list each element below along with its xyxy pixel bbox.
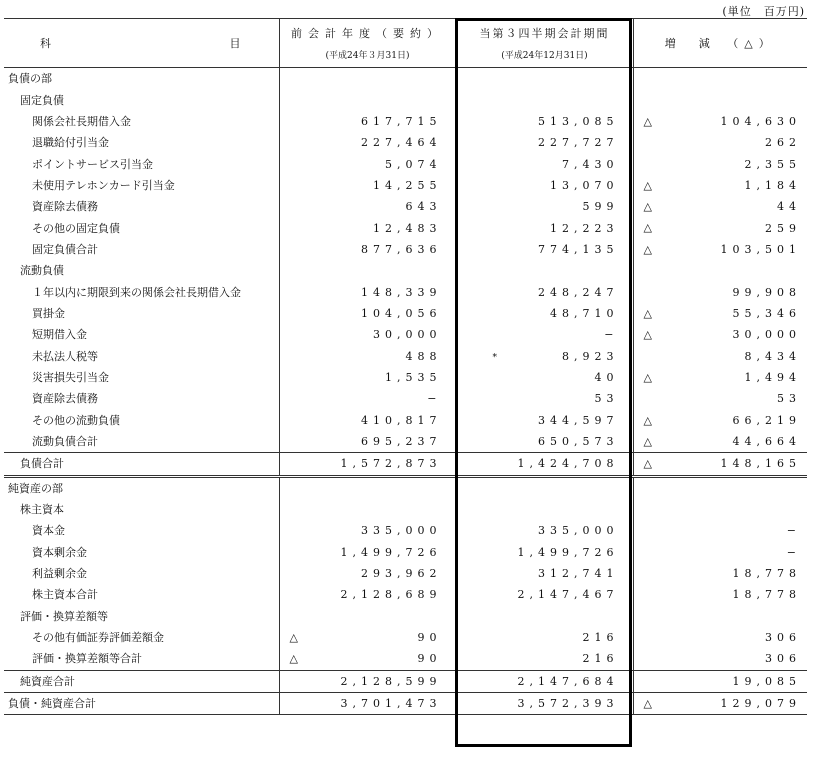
table-row: [4, 196, 807, 217]
row-label: 未払法人税等: [32, 349, 98, 363]
prev-value-text: −: [427, 392, 442, 406]
row-label: 資本剰余金: [32, 545, 87, 559]
row-label: その他の固定負債: [32, 221, 120, 235]
prev-value-text: 643: [405, 200, 442, 214]
change-value-text: 19,085: [732, 674, 801, 688]
row-label: その他有価証券評価差額金: [32, 631, 164, 645]
current-value: [456, 670, 633, 692]
row-label: 負債の部: [8, 72, 52, 86]
current-value-text: 599: [582, 200, 619, 214]
row-label: 評価・換算差額等: [20, 609, 108, 623]
unit-note: (単位 百万円): [722, 5, 805, 18]
row-label: 純資産の部: [4, 476, 279, 499]
current-value-text: 312,741: [538, 567, 619, 581]
change-value-text: 259: [765, 221, 801, 235]
prev-value: [279, 499, 456, 520]
prev-value-text: 104,056: [361, 306, 442, 320]
change-value-text: 44: [777, 200, 801, 214]
current-value-text: 774,135: [538, 242, 619, 256]
table-row: [4, 281, 807, 302]
row-label: 資産除去債務: [32, 200, 98, 214]
prev-value: [279, 153, 456, 174]
prev-value-text: [442, 482, 456, 495]
table-row: [4, 499, 807, 520]
table-row: [4, 388, 807, 409]
table-row: [4, 111, 807, 132]
table-row: [4, 476, 807, 499]
prev-value: [279, 196, 456, 217]
current-value-text: 2,147,684: [517, 674, 619, 688]
prev-value-text: 227,464: [361, 136, 442, 150]
change-value: [633, 499, 807, 520]
table-row: [4, 303, 807, 324]
change-value: [633, 670, 807, 692]
negative-triangle-icon: △: [643, 242, 652, 256]
change-value: [633, 410, 807, 431]
current-value: [456, 692, 633, 714]
current-value: [456, 431, 633, 453]
current-value: [456, 367, 633, 388]
current-value: [456, 584, 633, 605]
prev-value-text: 30,000: [373, 328, 442, 342]
prev-value-text: 877,636: [361, 242, 442, 256]
negative-triangle-icon: △: [643, 114, 652, 128]
prev-value: [279, 410, 456, 431]
current-value-text: 513,085: [538, 114, 619, 128]
header-prev-year-label: 前会計年度（要約）: [291, 27, 444, 40]
change-value: [633, 584, 807, 605]
current-value: [456, 345, 633, 366]
table-row: [4, 217, 807, 238]
prev-value-text: [442, 503, 456, 516]
negative-triangle-icon: △: [643, 370, 652, 384]
negative-triangle-icon: △: [643, 178, 652, 192]
header-change-label: 増 減 （△）: [664, 37, 776, 50]
prev-value: [279, 303, 456, 324]
prev-value-text: 90: [417, 631, 442, 645]
change-value-text: [801, 482, 807, 495]
row-label: 純資産合計: [4, 670, 279, 692]
row-label: 負債合計: [4, 453, 279, 476]
negative-triangle-icon: △: [643, 306, 652, 320]
prev-value: [279, 388, 456, 409]
current-value-text: 2,147,467: [517, 588, 619, 602]
prev-value-text: 695,237: [361, 435, 442, 449]
prev-value-text: 410,817: [361, 413, 442, 427]
change-value-text: [801, 264, 807, 277]
row-label: 短期借入金: [32, 328, 87, 342]
change-value-text: 8,434: [744, 349, 801, 363]
current-value: [456, 281, 633, 302]
prev-value: [279, 606, 456, 627]
table-row: [4, 670, 807, 692]
negative-triangle-icon: △: [643, 457, 652, 471]
prev-value-text: 2,128,599: [340, 674, 442, 688]
current-value-text: 344,597: [538, 413, 619, 427]
change-value: [633, 563, 807, 584]
current-value-text: 335,000: [538, 524, 619, 538]
row-label: 災害損失引当金: [32, 370, 109, 384]
change-value-text: 1,494: [744, 370, 801, 384]
change-value-text: 2,355: [744, 157, 801, 171]
current-value-text: 40: [594, 370, 619, 384]
change-value-text: 53: [777, 392, 801, 406]
change-value-text: 66,219: [732, 413, 801, 427]
current-value-text: 7,430: [562, 157, 619, 171]
current-value: [456, 453, 633, 476]
row-label: 未使用テレホンカード引当金: [32, 178, 175, 192]
table-row: [4, 584, 807, 605]
prev-value: [279, 175, 456, 196]
change-value-text: 306: [765, 631, 801, 645]
change-value-text: −: [786, 524, 801, 538]
prev-value: [279, 367, 456, 388]
row-label: ポイントサービス引当金: [32, 157, 153, 171]
change-value: [633, 196, 807, 217]
prev-value: [279, 563, 456, 584]
change-value-text: [801, 94, 807, 107]
change-value: [633, 324, 807, 345]
negative-triangle-icon: △: [289, 652, 298, 666]
current-value: [456, 388, 633, 409]
current-value: [456, 303, 633, 324]
current-value: [456, 68, 633, 90]
change-value-text: 306: [765, 652, 801, 666]
prev-value-text: 14,255: [373, 178, 442, 192]
header-subject-2: 目: [229, 37, 241, 50]
prev-value: [279, 648, 456, 670]
row-label: 利益剰余金: [32, 567, 87, 581]
header-subject-1: 科: [40, 37, 51, 50]
header-row: [4, 19, 807, 68]
current-value: [456, 476, 633, 499]
negative-triangle-icon: △: [643, 221, 652, 235]
prev-value-text: [442, 264, 456, 277]
table-row: [4, 68, 807, 90]
current-value: [456, 153, 633, 174]
prev-value: [279, 476, 456, 499]
change-value: [633, 281, 807, 302]
prev-value: [279, 260, 456, 281]
row-label: 株主資本: [20, 503, 64, 517]
current-value: [456, 132, 633, 153]
row-label: 流動負債合計: [32, 435, 98, 449]
change-value: [633, 388, 807, 409]
prev-value-text: 1,572,873: [340, 457, 442, 471]
change-value: [633, 260, 807, 281]
prev-value: [279, 111, 456, 132]
prev-value-text: 148,339: [361, 285, 442, 299]
current-value-text: 216: [582, 631, 619, 645]
table-row: [4, 410, 807, 431]
table-row: [4, 239, 807, 260]
table-row: [4, 345, 807, 366]
change-value-text: 103,501: [720, 242, 801, 256]
row-label: その他の流動負債: [32, 413, 120, 427]
prev-value-text: 90: [417, 652, 442, 666]
current-value: [456, 111, 633, 132]
change-value: [633, 648, 807, 670]
prev-value-text: 5,074: [385, 157, 442, 171]
change-value: [633, 153, 807, 174]
table-row: [4, 627, 807, 648]
current-value: [456, 563, 633, 584]
table-row: [4, 648, 807, 670]
prev-value: [279, 68, 456, 90]
current-value-text: −: [604, 328, 619, 342]
change-value-text: [801, 503, 807, 516]
current-value: [456, 648, 633, 670]
change-value: [633, 453, 807, 476]
prev-value-text: 617,715: [361, 114, 442, 128]
current-value-text: [619, 94, 633, 107]
change-value-text: 30,000: [732, 328, 801, 342]
current-value-text: 650,573: [538, 435, 619, 449]
header-current-quarter-label: 当第３四半期会計期間: [479, 27, 610, 40]
change-value-text: [801, 610, 807, 623]
current-value: [456, 89, 633, 110]
change-value-text: 18,778: [732, 588, 801, 602]
prev-value-text: 293,962: [361, 567, 442, 581]
current-value-text: 48,710: [550, 306, 619, 320]
prev-value: [279, 520, 456, 541]
prev-value-text: 12,483: [373, 221, 442, 235]
prev-value-text: 488: [405, 349, 442, 363]
change-value: [633, 431, 807, 453]
prev-value-text: 335,000: [361, 524, 442, 538]
table-row: [4, 132, 807, 153]
change-value: [633, 542, 807, 563]
change-value-text: 44,664: [732, 435, 801, 449]
table-row: [4, 431, 807, 453]
prev-value: [279, 324, 456, 345]
prev-value-text: 1,535: [385, 370, 442, 384]
prev-value: [279, 453, 456, 476]
table-row: [4, 563, 807, 584]
current-value: [456, 175, 633, 196]
current-value-text: 12,223: [550, 221, 619, 235]
current-value: [456, 196, 633, 217]
row-label: 資産除去債務: [32, 392, 98, 406]
change-value: [633, 239, 807, 260]
prev-value: [279, 431, 456, 453]
current-value-text: 53: [594, 392, 619, 406]
current-value-text: 1,424,708: [517, 457, 619, 471]
row-label: 退職給付引当金: [32, 136, 109, 150]
header-change: [633, 19, 807, 68]
change-value-text: 148,165: [720, 457, 801, 471]
current-value-text: 216: [582, 652, 619, 666]
change-value: [633, 627, 807, 648]
change-value-text: [801, 72, 807, 85]
row-label: 関係会社長期借入金: [32, 114, 131, 128]
current-value-text: 8,923: [562, 349, 619, 363]
table-row: [4, 153, 807, 174]
change-value-text: 1,184: [744, 178, 801, 192]
current-value-text: [619, 264, 633, 277]
row-label: 固定負債合計: [32, 242, 98, 256]
current-value-text: 227,727: [538, 136, 619, 150]
change-value: [633, 175, 807, 196]
table-row: [4, 175, 807, 196]
prev-value-text: 1,499,726: [340, 545, 442, 559]
row-label: 資本金: [32, 524, 65, 538]
change-value: [633, 68, 807, 90]
negative-triangle-icon: △: [643, 413, 652, 427]
prev-value-text: [442, 72, 456, 85]
current-value: [456, 606, 633, 627]
change-value-text: 99,908: [732, 285, 801, 299]
negative-triangle-icon: △: [289, 630, 298, 644]
table-row: [4, 542, 807, 563]
prev-value: [279, 89, 456, 110]
current-value-text: [619, 482, 633, 495]
current-value: [456, 520, 633, 541]
row-label: 株主資本合計: [32, 588, 98, 602]
negative-triangle-icon: △: [643, 696, 652, 710]
current-value-text: [619, 72, 633, 85]
current-value-text: 1,499,726: [517, 545, 619, 559]
change-value: [633, 692, 807, 714]
change-value: [633, 345, 807, 366]
current-value: [456, 410, 633, 431]
change-value: [633, 520, 807, 541]
change-value: [633, 367, 807, 388]
change-value: [633, 217, 807, 238]
prev-value: [279, 281, 456, 302]
negative-triangle-icon: △: [643, 200, 652, 214]
prev-value: [279, 670, 456, 692]
current-value: [456, 542, 633, 563]
prev-value: [279, 345, 456, 366]
table-row: [4, 520, 807, 541]
change-value: [633, 111, 807, 132]
prev-value: [279, 627, 456, 648]
table-row: [4, 324, 807, 345]
current-value-text: [619, 503, 633, 516]
header-subject: [4, 19, 279, 68]
prev-value-text: [442, 610, 456, 623]
change-value-text: 262: [765, 136, 801, 150]
note-asterisk: *: [492, 353, 497, 364]
prev-value: [279, 542, 456, 563]
change-value-text: 129,079: [720, 697, 801, 711]
row-label: 買掛金: [32, 306, 65, 320]
table-row: [4, 89, 807, 110]
prev-value: [279, 132, 456, 153]
table-row: [4, 692, 807, 714]
table-row: [4, 453, 807, 476]
change-value-text: 104,630: [720, 114, 801, 128]
current-value-text: 3,572,393: [517, 697, 619, 711]
change-value-text: 18,778: [732, 567, 801, 581]
table-row: [4, 606, 807, 627]
current-value: [456, 627, 633, 648]
prev-value-text: [442, 94, 456, 107]
header-current-quarter: [456, 19, 633, 68]
change-value-text: −: [786, 545, 801, 559]
row-label: 評価・換算差額等合計: [32, 652, 142, 666]
current-value: [456, 260, 633, 281]
prev-value: [279, 584, 456, 605]
current-value-text: [619, 610, 633, 623]
current-value-text: 248,247: [538, 285, 619, 299]
current-value: [456, 499, 633, 520]
prev-value: [279, 217, 456, 238]
header-current-quarter-date: (平成24年12月31日): [501, 51, 588, 61]
prev-value: [279, 692, 456, 714]
row-label: 流動負債: [20, 264, 64, 278]
prev-value-text: 3,701,473: [340, 697, 442, 711]
table-row: [4, 260, 807, 281]
change-value: [633, 132, 807, 153]
row-label: 負債・純資産合計: [4, 692, 279, 714]
current-value-text: 13,070: [550, 178, 619, 192]
current-value: [456, 217, 633, 238]
header-prev-year-date: (平成24年３月31日): [325, 51, 410, 61]
negative-triangle-icon: △: [643, 434, 652, 448]
change-value-text: 55,346: [732, 306, 801, 320]
prev-value: [279, 239, 456, 260]
change-value: [633, 476, 807, 499]
header-prev-year: [279, 19, 456, 68]
current-value: [456, 324, 633, 345]
current-value: [456, 239, 633, 260]
row-label: １年以内に期限到来の関係会社長期借入金: [32, 285, 241, 299]
change-value: [633, 606, 807, 627]
balance-sheet-table: [4, 18, 807, 715]
prev-value-text: 2,128,689: [340, 588, 442, 602]
change-value: [633, 89, 807, 110]
change-value: [633, 303, 807, 324]
row-label: 固定負債: [20, 93, 64, 107]
table-row: [4, 367, 807, 388]
negative-triangle-icon: △: [643, 328, 652, 342]
